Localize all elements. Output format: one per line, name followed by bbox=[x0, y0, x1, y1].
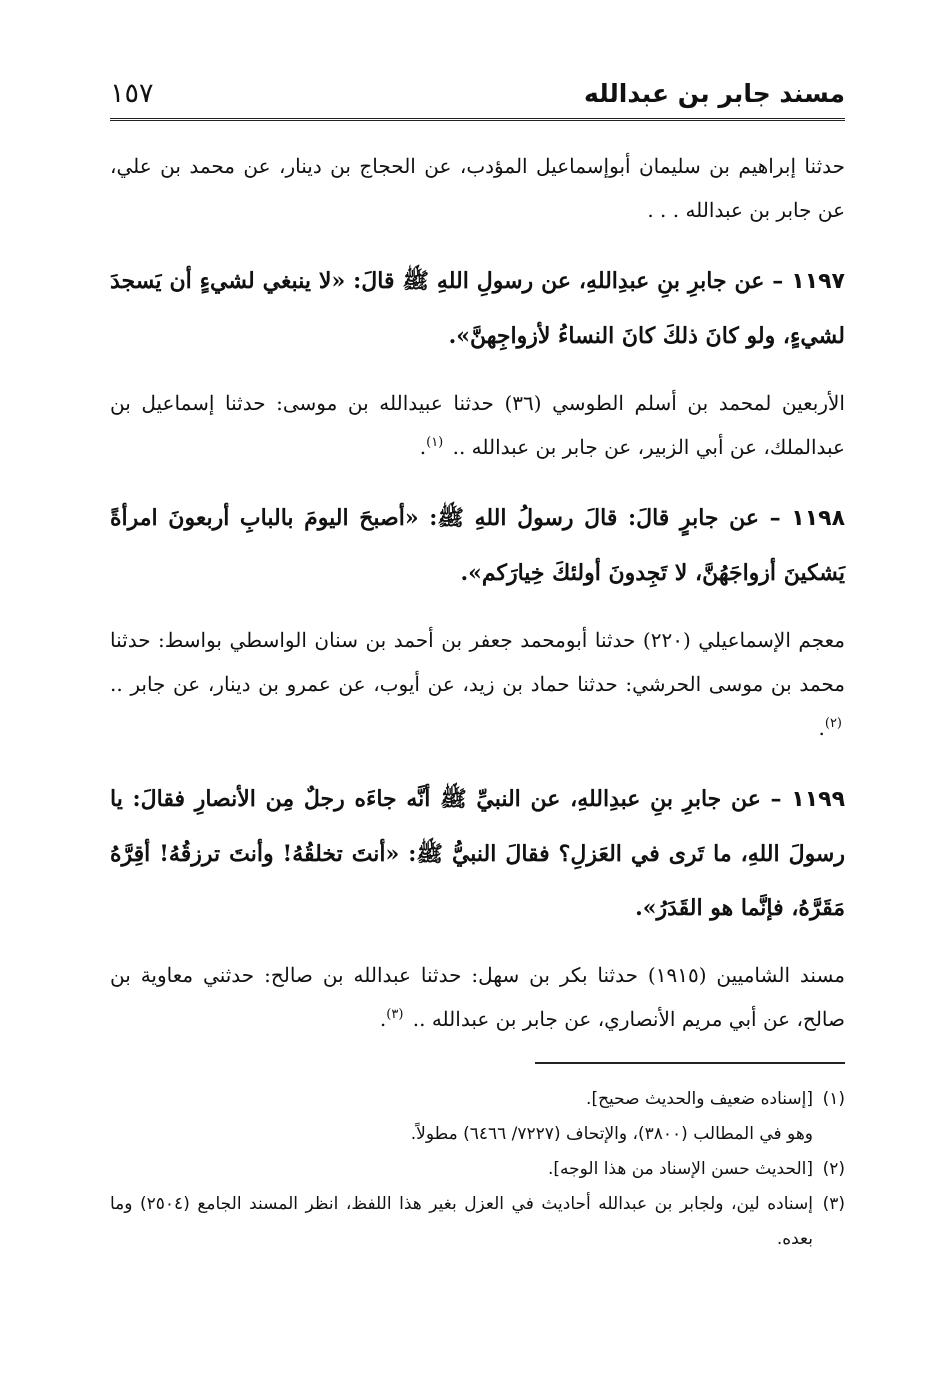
intro-source-text: حدثنا إبراهيم بن سليمان أبوإسماعيل المؤدب، عن الحجاج بن دينار، عن محمد بن علي، عن جابر بن عبدالله . . . bbox=[110, 154, 845, 222]
footnote-reference: (١) bbox=[426, 435, 444, 451]
hadith-number: ١١٩٩ bbox=[791, 787, 845, 812]
source-text: الأربعين لمحمد بن أسلم الطوسي (٣٦) حدثنا عبيدالله بن موسى: حدثنا إسماعيل بن عبدالملك، عن أبي الزبير، عن جابر بن عبدالله .. bbox=[110, 391, 845, 459]
page-number: ١٥٧ bbox=[110, 78, 154, 109]
footnote-3 bbox=[110, 1187, 845, 1257]
hadith-text: – عن جابرٍ قالَ: قالَ رسولُ اللهِ ﷺ: «أصبحَ اليومَ بالبابِ أربعونَ امرأةً يَشكينَ أزواجَهُنَّ، لا تَجِدونَ أولئكَ خِيارَكم». bbox=[110, 505, 845, 586]
hadith-1199 bbox=[110, 772, 845, 935]
hadith-source: معجم الإسماعيلي (٢٢٠) حدثنا أبومحمد جعفر بن أحمد بن سنان الواسطي بواسط: حدثنا محمد بن موسى الحرشي: حدثنا حماد بن زيد، عن أيوب، عن عمرو بن دينار، عن جابر .. $^{(٢)}$. bbox=[110, 628, 845, 740]
source-text: معجم الإسماعيلي (٢٢٠) حدثنا أبومحمد جعفر بن أحمد بن سنان الواسطي بواسط: حدثنا محمد بن موسى الحرشي: حدثنا حماد بن زيد، عن أيوب، عن عمرو بن دينار، عن جابر .. bbox=[110, 628, 845, 696]
footnotes bbox=[110, 1082, 845, 1257]
hadith-content bbox=[110, 144, 845, 1063]
hadith-number: ١١٩٧ bbox=[791, 269, 845, 294]
footnote-text: [الحديث حسن الإسناد من هذا الوجه]. bbox=[547, 1159, 813, 1179]
hadith-1198 bbox=[110, 491, 845, 600]
hadith-number: ١١٩٨ bbox=[791, 506, 845, 531]
footnote-1 bbox=[110, 1082, 845, 1117]
footnote-divider bbox=[535, 1062, 845, 1064]
hadith-text: – عن جابرِ بنِ عبدِاللهِ، عن النبيِّ ﷺ أنَّه جاءَه رجلٌ مِن الأنصارِ فقالَ: يا رسولَ اللهِ، ما تَرى في العَزلِ؟ فقالَ النبيُّ ﷺ: «أنتَ تخلقُهُ! وأنتَ ترزقُهُ! أقِرَّهُ مَقَرَّهُ، فإنَّما هو القَدَرُ». bbox=[110, 786, 845, 921]
footnote-number: (٢) bbox=[822, 1159, 845, 1179]
hadith-1197 bbox=[110, 254, 845, 363]
book-page bbox=[110, 72, 845, 1362]
footnote-continuation: وهو في المطالب (٣٨٠٠)، والإتحاف (٧٢٢٧/ ٦٤٦٦) مطولاً. bbox=[410, 1124, 813, 1144]
footnote-2 bbox=[110, 1152, 845, 1187]
footnote-text: [إسناده ضعيف والحديث صحيح]. bbox=[586, 1089, 813, 1109]
hadith-source: مسند الشاميين (١٩١٥) حدثنا بكر بن سهل: حدثنا عبدالله بن صالح: حدثني معاوية بن صالح، عن أبي مريم الأنصاري، عن جابر بن عبدالله .. $^{(٣)}$. bbox=[110, 963, 846, 1031]
source-text: مسند الشاميين (١٩١٥) حدثنا بكر بن سهل: حدثنا عبدالله بن صالح: حدثني معاوية بن صالح، عن أبي مريم الأنصاري، عن جابر بن عبدالله .. bbox=[110, 963, 846, 1031]
footnote-number: (٣) bbox=[822, 1194, 845, 1214]
hadith-source: الأربعين لمحمد بن أسلم الطوسي (٣٦) حدثنا عبيدالله بن موسى: حدثنا إسماعيل بن عبدالملك، عن أبي الزبير، عن جابر بن عبدالله .. $^{(١)}$. bbox=[110, 391, 845, 459]
page-header bbox=[110, 72, 845, 121]
running-title: مسند جابر بن عبدالله bbox=[584, 79, 845, 108]
hadith-text: – عن جابرِ بنِ عبدِاللهِ، عن رسولِ اللهِ ﷺ قالَ: «لا ينبغي لشيءٍ أن يَسجدَ لشيءٍ، ولو كانَ ذلكَ كانَ النساءُ لأزواجِهنَّ». bbox=[110, 268, 845, 349]
footnote-text: إسناده لين، ولجابر بن عبدالله أحاديث في العزل بغير هذا اللفظ، انظر المسند الجامع (٢٥٠٤) وما بعده. bbox=[110, 1194, 814, 1249]
footnote-reference: (٣) bbox=[386, 1007, 404, 1023]
footnote-reference: (٢) bbox=[824, 716, 842, 732]
footnote-number: (١) bbox=[822, 1089, 845, 1109]
